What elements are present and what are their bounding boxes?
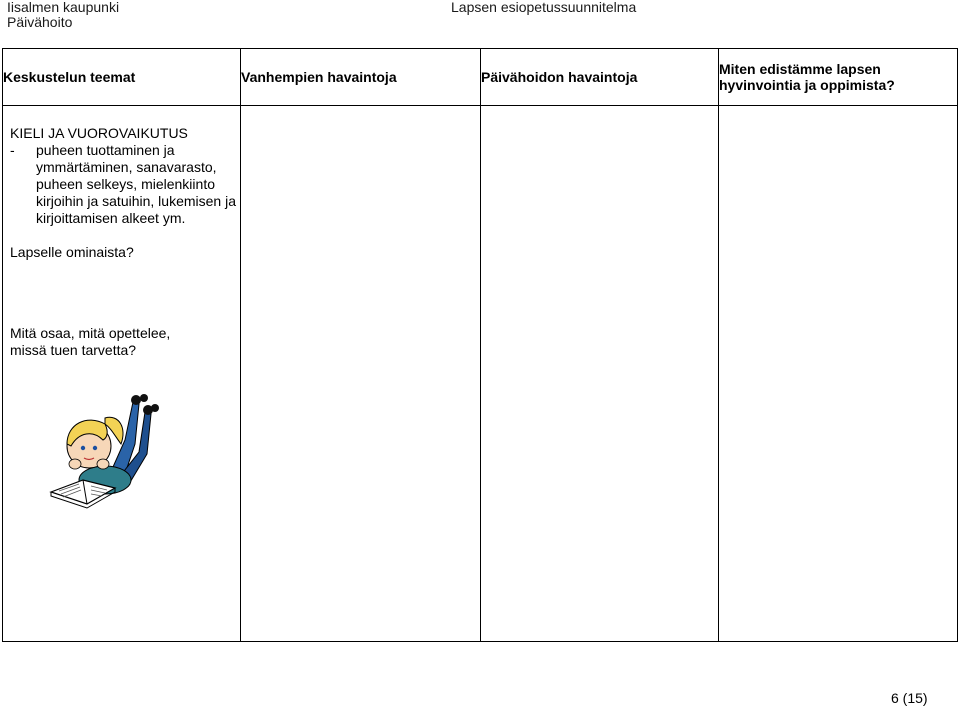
column-header-themes: Keskustelun teemat	[3, 49, 241, 106]
table-row	[3, 106, 958, 642]
topic-description: puheen tuottaminen ja ymmärtäminen, sanavarasto, puheen selkeys, mielenkiinto kirjoihin ja satuihin, lukemisen ja kirjoittamisen alkeet ym.	[36, 142, 236, 226]
header-left	[7, 0, 119, 30]
organization-name: Iisalmen kaupunki	[7, 0, 120, 15]
support-actions-cell[interactable]	[719, 106, 958, 642]
page-number: 6 (15)	[891, 690, 928, 706]
plan-table	[2, 48, 958, 642]
unit-name: Päivähoito	[7, 14, 73, 30]
topic-title: KIELI JA VUOROVAIKUTUS	[10, 125, 188, 141]
daycare-observations-cell[interactable]	[481, 106, 719, 642]
girl-reading-illustration	[47, 388, 167, 518]
document-title: Lapsen esiopetussuunnitelma	[451, 0, 637, 15]
question-characteristic: Lapselle ominaista?	[10, 244, 134, 260]
list-dash: -	[10, 142, 15, 158]
column-header-daycare: Päivähoidon havaintoja	[481, 49, 719, 106]
column-header-parents: Vanhempien havaintoja	[241, 49, 481, 106]
column-header-support: Miten edistämme lapsen hyvinvointia ja oppimista?	[719, 49, 958, 106]
parents-observations-cell[interactable]	[241, 106, 481, 642]
question-skills: Mitä osaa, mitä opettelee, missä tuen tarvetta?	[10, 325, 171, 358]
table-header-row	[3, 49, 958, 106]
themes-cell	[3, 106, 241, 642]
